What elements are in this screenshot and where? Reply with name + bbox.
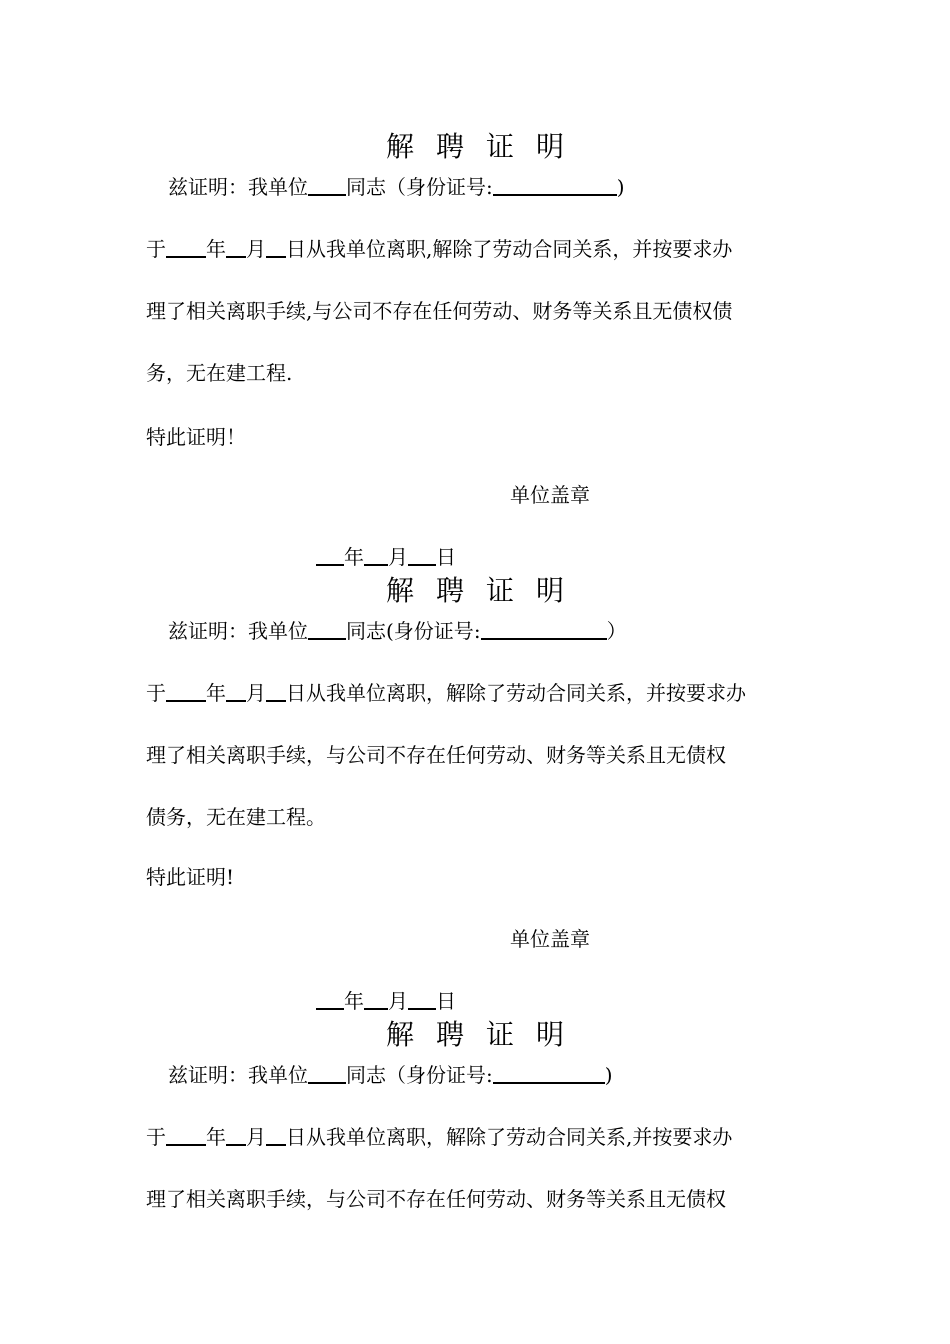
intro-line: 兹证明：我单位 同志(身份证号: ） [168,619,627,643]
closing-text: 特此证明! [146,865,235,889]
certificate-title: 解 聘 证 明 [386,1018,565,1051]
blank-name [308,618,346,640]
body-line: 理了相关离职手续，与公司不存在任何劳动、财务等关系且无债权 [146,743,726,767]
blank-id-number [493,1062,605,1084]
blank-year [316,544,344,566]
body-line: 理了相关离职手续，与公司不存在任何劳动、财务等关系且无债权 [146,1187,726,1211]
body-line: 务，无在建工程. [146,361,293,385]
body-line: 于 年 月 日从我单位离职,解除了劳动合同关系，并按要求办 [146,237,733,261]
body-line: 于 年 月 日从我单位离职，解除了劳动合同关系,并按要求办 [146,1125,733,1149]
blank-month [364,988,388,1010]
blank-year [316,988,344,1010]
blank-month [226,236,246,258]
date-line: 年 月 日 [316,544,456,570]
date-line: 年 月 日 [316,988,456,1014]
blank-month [364,544,388,566]
body-line: 于 年 月 日从我单位离职，解除了劳动合同关系，并按要求办 [146,681,746,705]
blank-day [266,1124,286,1146]
certificate-title: 解 聘 证 明 [386,574,565,607]
seal-label: 单位盖章 [510,927,590,951]
blank-day [408,544,436,566]
blank-id-number [493,174,617,196]
intro-line: 兹证明：我单位 同志（身份证号: ) [168,1063,613,1087]
blank-name [308,1062,346,1084]
seal-label: 单位盖章 [510,483,590,507]
blank-month [226,680,246,702]
blank-year [166,680,206,702]
blank-day [408,988,436,1010]
blank-year [166,236,206,258]
blank-id-number [481,618,607,640]
certificate-title: 解 聘 证 明 [386,130,565,163]
blank-month [226,1124,246,1146]
blank-year [166,1124,206,1146]
body-line: 理了相关离职手续,与公司不存在任何劳动、财务等关系且无债权债 [146,299,733,323]
intro-line: 兹证明：我单位 同志（身份证号: ) [168,175,625,199]
body-line: 债务，无在建工程。 [146,805,326,829]
blank-day [266,236,286,258]
blank-name [308,174,346,196]
blank-day [266,680,286,702]
closing-text: 特此证明！ [146,425,246,449]
